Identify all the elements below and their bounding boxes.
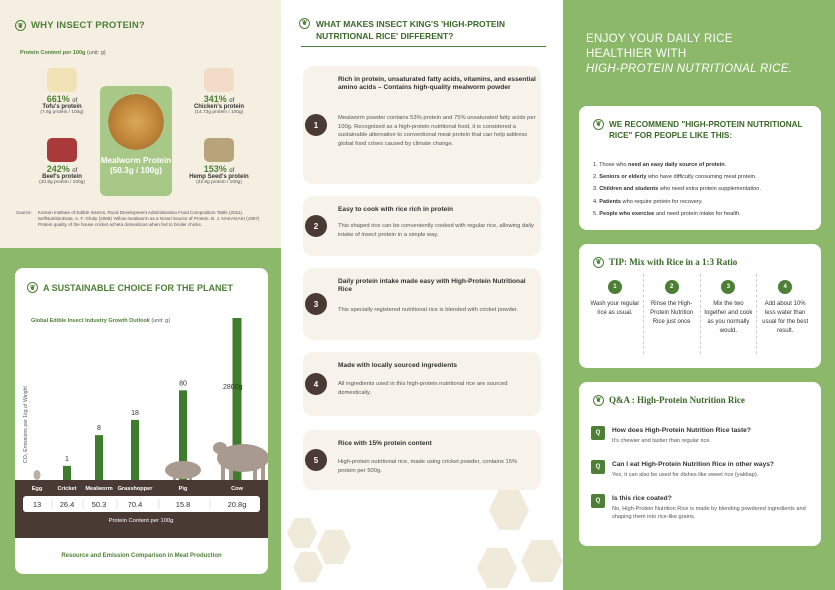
protein-value-mealworm: 50.3 bbox=[91, 500, 107, 509]
tip-box bbox=[579, 244, 821, 368]
feature-3: 3 Daily protein intake made easy with High-Protein Nutritional Rice This specially registered nutritional rice is blended with cricket powder. bbox=[303, 268, 541, 340]
tip-step-2: 2 Rinse the High-Protein Nutrition Rice just once bbox=[644, 274, 701, 354]
protein-value-grasshopper: 70.4 bbox=[127, 500, 143, 509]
hex-deco bbox=[317, 530, 351, 564]
tick-cricket: Cricket bbox=[57, 486, 77, 492]
tick-egg: Egg bbox=[31, 486, 43, 492]
qa-box bbox=[579, 382, 821, 546]
leaf-icon: ❦ bbox=[299, 18, 310, 29]
bar-value-grasshopper: 18 bbox=[131, 409, 139, 417]
protein-value-pig: 15.8 bbox=[175, 500, 191, 509]
mealworm-value: (50.3g / 100g) bbox=[110, 166, 162, 175]
protein-value-cricket: 26.4 bbox=[59, 500, 75, 509]
qa-item-1: Q How does High-Protein Nutrition Rice taste? It's chewier and tastier than regular rice. bbox=[591, 426, 813, 456]
food-chicken: 341% of Chicken's protein (14.73g protein / 100g) bbox=[183, 68, 255, 115]
leaf-icon: ❦ bbox=[15, 20, 26, 31]
chart-subtitle: Global Edible Insect Industry Growth Outlook (unit: g) bbox=[31, 318, 171, 324]
hemp-image bbox=[204, 138, 234, 162]
leaf-icon: ❦ bbox=[593, 257, 604, 268]
tip-step-3: 3 Mix the two together and cook as you normally would. bbox=[701, 274, 758, 354]
cow-head bbox=[213, 442, 227, 454]
protein-value-egg: 13 bbox=[32, 500, 42, 509]
hex-deco bbox=[293, 552, 323, 582]
feature-4: 4 Made with locally sourced ingredients All ingredients used in this high-protein nutritional rice are sourced domestically. bbox=[303, 352, 541, 416]
beef-image bbox=[47, 138, 77, 162]
tip-step-4: 4 Add about 10% less water than usual for the best result. bbox=[757, 274, 813, 354]
protein-subtitle: Protein Content per 100g (unit: g) bbox=[20, 50, 106, 56]
cow-leg bbox=[253, 464, 257, 481]
mealworm-image bbox=[108, 94, 164, 150]
pig-leg bbox=[189, 474, 192, 481]
bar-cricket bbox=[63, 466, 71, 480]
bar-value-pig: 80 bbox=[179, 380, 187, 388]
cow-leg bbox=[261, 464, 265, 481]
qa-item-3: Q Is this rice coated? No, High-Protein Nutrition Rice is made by blending powdered ingredients and shaping them into rice-like grains. bbox=[591, 494, 813, 534]
bar-value-mealworm: 8 bbox=[97, 425, 101, 433]
y-axis-label: CO₂ Emissions per 1kg of Weight bbox=[23, 386, 29, 463]
mealworm-center bbox=[100, 86, 172, 196]
panel-why-insect bbox=[0, 0, 281, 590]
bar-value-cricket: 1 bbox=[65, 455, 69, 463]
hex-deco bbox=[489, 490, 529, 530]
recommend-box bbox=[579, 106, 821, 230]
hex-deco bbox=[521, 540, 563, 582]
feature-2: 2 Easy to cook with rice rich in protein This shaped rice can be conveniently cooked with regular rice, allowing daily intake of insect protein in a simple way. bbox=[303, 196, 541, 256]
sustainable-card bbox=[15, 268, 268, 574]
mealworm-name: Mealworm Protein bbox=[100, 156, 172, 165]
chicken-image bbox=[204, 68, 234, 92]
bar-grasshopper bbox=[131, 420, 139, 480]
list-item: 5. People who exercise and need protein intake for health. bbox=[593, 210, 741, 217]
tick-pig: Pig bbox=[178, 486, 188, 492]
tofu-image bbox=[47, 68, 77, 92]
x-axis-label: Protein Content per 100g bbox=[108, 518, 174, 524]
pig-leg bbox=[173, 474, 176, 481]
bar-value-cow: 2800g bbox=[223, 384, 243, 391]
recommend-list bbox=[593, 159, 813, 220]
tick-grasshopper: Grasshopper bbox=[117, 486, 153, 492]
list-item: 1. Those who need an easy daily source of protein. bbox=[593, 162, 727, 168]
hex-deco bbox=[477, 548, 517, 588]
hex-deco bbox=[287, 518, 317, 548]
egg-icon bbox=[34, 470, 41, 480]
recommend-title: ❦ WE RECOMMEND "HIGH-PROTEIN NUTRITIONAL RICE" FOR PEOPLE LIKE THIS: bbox=[593, 119, 821, 141]
cow-leg bbox=[221, 464, 225, 481]
feature-1: 1 Rich in protein, unsaturated fatty acids, vitamins, and essential amino acids – Contains high-quality mealworm powder Mealworm powder contains 53% protein and 75% unsaturated fatty acids per 100g. Recognized as a high-protein nutritional food, it is considered a sustainable alternative to conventional meat protein that can help address global food crises caused by climate change. bbox=[303, 66, 541, 184]
leaf-icon: ❦ bbox=[593, 395, 604, 406]
hero-headline: ENJOY YOUR DAILY RICE HEALTHIER WITH HIGH-PROTEIN NUTRITIONAL RICE. bbox=[586, 33, 793, 75]
protein-section bbox=[0, 0, 281, 248]
protein-value-cow: 20.8g bbox=[227, 500, 247, 509]
tip-title: ❦ TIP: Mix with Rice in a 1:3 Ratio bbox=[593, 257, 737, 268]
tick-cow: Cow bbox=[231, 486, 243, 492]
food-tofu: 661% of Tofu's protein (7.6g protein / 100g) bbox=[26, 68, 98, 115]
pig-icon bbox=[165, 461, 201, 479]
list-item: 3. Children and students who need extra protein supplementation. bbox=[593, 186, 761, 193]
chart-footer: Resource and Emission Comparison in Meat Production bbox=[61, 553, 222, 559]
tip-steps bbox=[587, 274, 813, 354]
bar-mealworm bbox=[95, 435, 103, 480]
features-title: ❦ WHAT MAKES INSECT KING'S 'HIGH-PROTEIN NUTRITIONAL RICE' DIFFERENT? bbox=[299, 18, 549, 42]
why-title: ❦ WHY INSECT PROTEIN? bbox=[15, 20, 145, 31]
panel-recommend bbox=[563, 0, 835, 590]
food-beef: 242% of Beef's protein (20.8g protein / 100g) bbox=[26, 138, 98, 185]
list-item: 4. Patients who require protein for recovery. bbox=[593, 198, 703, 205]
tick-mealworm: Mealworm bbox=[85, 486, 113, 492]
source-note: Source: Korean Institute of Edible Insects, Rural Development Administration Food Composition Table (2011). SelfNutritionData. A. F. Ghaly (2009) Yellow mealworm as a Novel Source of Protein. B. J. NAKAGAKI (1987) Protein quality of the house cricket acheta domesticus when fed to broiler chicks. bbox=[16, 210, 260, 228]
emissions-chart bbox=[15, 268, 268, 574]
tip-step-1: 1 Wash your regular rice as usual. bbox=[587, 274, 644, 354]
qa-item-2: Q Can I eat High-Protein Nutrition Rice in other ways? Yes, it can also be used for dishes like sweet rice (yakbap). bbox=[591, 460, 813, 490]
food-hemp: 153% of Hemp Seed's protein (32.8g protein / 100g) bbox=[183, 138, 255, 185]
qa-title: ❦ Q&A : High-Protein Nutrition Rice bbox=[593, 395, 745, 406]
leaf-icon: ❦ bbox=[593, 119, 604, 130]
list-item: 2. Seniors or elderly who have difficulty consuming meat protein. bbox=[593, 174, 757, 181]
cow-leg bbox=[229, 464, 233, 481]
title-divider bbox=[301, 46, 546, 47]
leaf-icon: ❦ bbox=[27, 282, 38, 293]
chart-title: ❦ A SUSTAINABLE CHOICE FOR THE PLANET bbox=[27, 282, 233, 293]
feature-5: 5 Rice with 15% protein content High-protein nutritional rice, made using cricket powder, contains 15% protein per 500g. bbox=[303, 430, 541, 490]
panel-features bbox=[281, 0, 563, 590]
